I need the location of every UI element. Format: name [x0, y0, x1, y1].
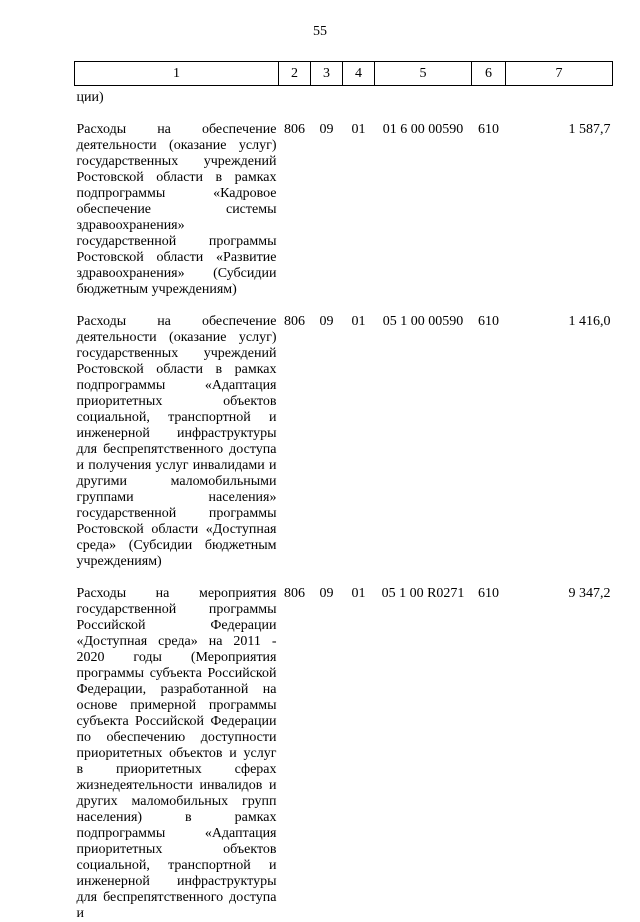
row-amount: 9 347,2 — [568, 586, 611, 601]
header-col-7: 7 — [506, 62, 613, 86]
row-description: Расходы на мероприятия государственной программы Российской Федерации «Доступная среда» на 2011 - 2020 годы (Мероприятия программы субъекта Российской Федерации, разработанной на основе примерной программы субъекта Российской Федерации по обеспечению доступности приоритетных объектов и услуг в приоритетных сферах жизнедеятельности инвалидов и других маломобильных групп населения) в рамках подпрограммы «Адаптация приоритетных объектов социальной, транспортной и инженерной инфраструктуры для беспрепятственного доступа и — [76, 586, 277, 921]
row-description: Расходы на обеспечение деятельности (оказание услуг) государственных учреждений Ростовской области в рамках подпрограммы «Адаптация приоритетных объектов социальной, транспортной и инженерной инфраструктуры для беспрепятственного доступа и получения услуг инвалидами и другими маломобильными группами населения» государственной программы Ростовской области «Доступная среда» (Субсидии бюджетным учреждениям) — [76, 314, 277, 569]
header-col-3: 3 — [311, 62, 343, 86]
table-header — [75, 62, 613, 86]
row-description: Расходы на обеспечение деятельности (оказание услуг) государственных учреждений Ростовской области в рамках подпрограммы «Кадровое обеспечение системы здравоохранения» государственной программы Ростовской области «Развитие здравоохранения» (Субсидии бюджетным учреждениям) — [76, 122, 277, 297]
row-target-article: 01 6 00 00590 — [382, 122, 464, 137]
header-col-6: 6 — [472, 62, 506, 86]
row-subsection: 01 — [351, 314, 366, 329]
page-number: 55 — [313, 24, 327, 39]
row-amount: 1 587,7 — [568, 122, 611, 137]
row-target-article: 05 1 00 R0271 — [381, 586, 465, 601]
header-col-1: 1 — [75, 62, 279, 86]
row-expense-type: 610 — [478, 586, 499, 601]
header-col-2: 2 — [279, 62, 311, 86]
row-ministry: 806 — [284, 122, 305, 137]
budget-table — [74, 61, 613, 922]
header-col-4: 4 — [343, 62, 375, 86]
row-amount: 1 416,0 — [568, 314, 611, 329]
continuation-text: ции) — [76, 90, 104, 105]
row-ministry: 806 — [284, 314, 305, 329]
header-col-5: 5 — [375, 62, 472, 86]
row-section: 09 — [319, 314, 334, 329]
row-section: 09 — [319, 122, 334, 137]
row-ministry: 806 — [284, 586, 305, 601]
table-row — [75, 122, 613, 298]
table-row — [75, 314, 613, 570]
row-expense-type: 610 — [478, 122, 499, 137]
row-subsection: 01 — [351, 122, 366, 137]
row-expense-type: 610 — [478, 314, 499, 329]
table-row — [75, 586, 613, 922]
row-target-article: 05 1 00 00590 — [382, 314, 464, 329]
row-subsection: 01 — [351, 586, 366, 601]
row-section: 09 — [319, 586, 334, 601]
